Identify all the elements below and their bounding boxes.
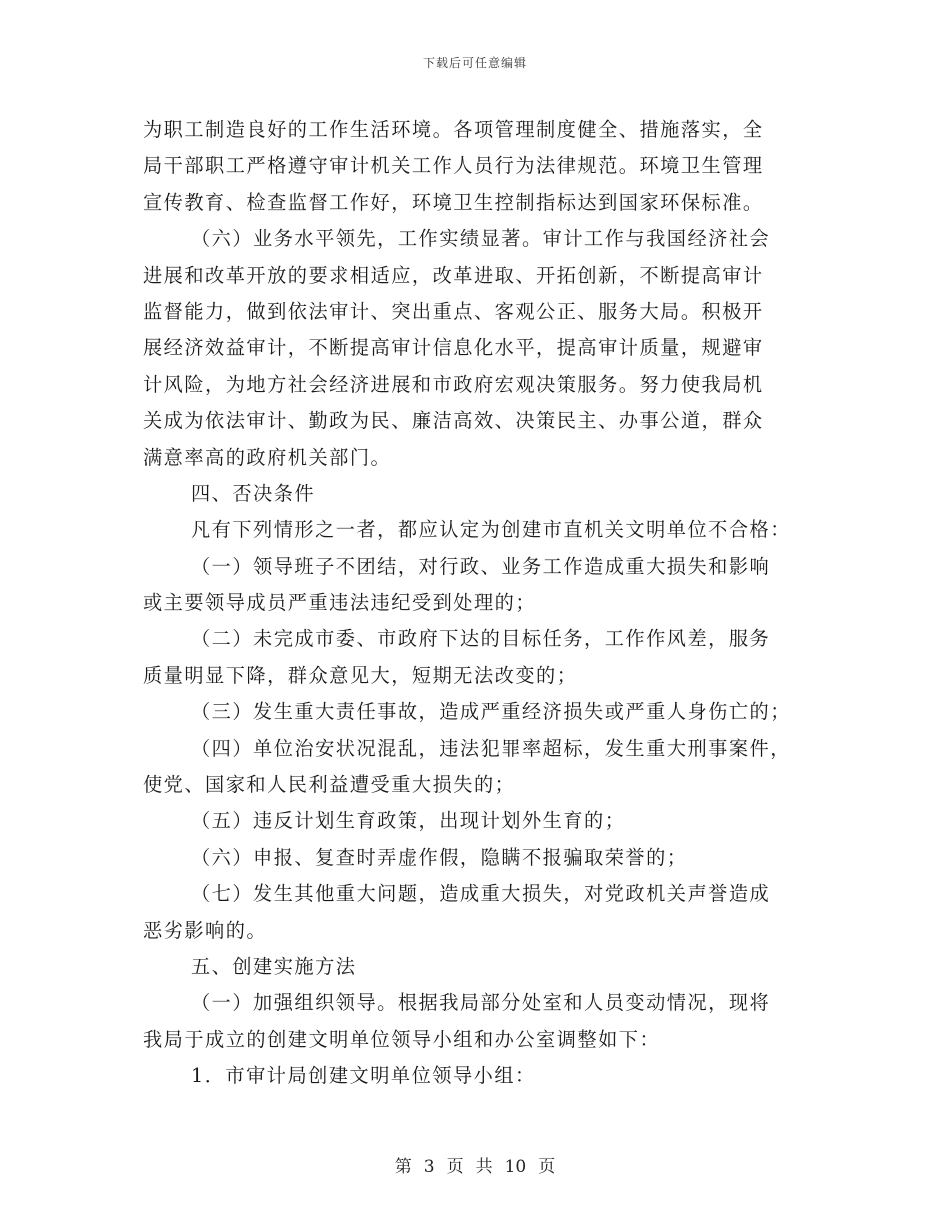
paragraph-line: 监督能力，做到依法审计、突出重点、客观公正、服务大局。积极开 <box>143 299 764 323</box>
paragraph-line: （七）发生其他重大问题，造成重大损失，对党政机关声誉造成 <box>191 882 771 906</box>
paragraph-line: （六）业务水平领先，工作实绩显著。审计工作与我国经济社会 <box>191 227 771 251</box>
paragraph-line: 使党、国家和人民利益遭受重大损失的； <box>143 773 516 797</box>
footer-suffix: 页 <box>538 1157 556 1177</box>
total-page-count: 10 <box>504 1157 527 1177</box>
paragraph-line: （六）申报、复查时弄虚作假，隐瞒不报骗取荣誉的； <box>191 845 688 869</box>
paragraph-line: 进展和改革开放的要求相适应，改革进取、开拓创新，不断提高审计 <box>143 263 764 287</box>
page-number-footer <box>0 1152 950 1177</box>
section-heading: 五、创建实施方法 <box>191 954 357 978</box>
paragraph-line: （一）加强组织领导。根据我局部分处室和人员变动情况，现将 <box>191 991 771 1015</box>
paragraph-line: 局干部职工严格遵守审计机关工作人员行为法律规范。环境卫生管理 <box>143 154 764 178</box>
paragraph-line: 1．市审计局创建文明单位领导小组： <box>191 1064 536 1088</box>
paragraph-line: 满意率高的政府机关部门。 <box>143 445 392 469</box>
paragraph-line: （四）单位治安状况混乱，违法犯罪率超标，发生重大刑事案件， <box>191 736 791 760</box>
footer-total-word: 共 <box>475 1157 493 1177</box>
paragraph-line: 为职工制造良好的工作生活环境。各项管理制度健全、措施落实，全 <box>143 118 764 141</box>
paragraph-line: 计风险，为地方社会经济进展和市政府宏观决策服务。努力使我局机 <box>143 372 764 396</box>
footer-page-word: 页 <box>446 1157 464 1177</box>
paragraph-line: （五）违反计划生育政策，出现计划外生育的； <box>191 809 626 833</box>
paragraph-line: 凡有下列情形之一者，都应认定为创建市直机关文明单位不合格： <box>191 518 791 542</box>
paragraph-line: （一）领导班子不团结，对行政、业务工作造成重大损失和影响 <box>191 554 771 578</box>
paragraph-line: 质量明显下降，群众意见大，短期无法改变的； <box>143 663 578 687</box>
paragraph-line: 宣传教育、检查监督工作好，环境卫生控制指标达到国家环保标准。 <box>143 190 764 214</box>
footer-prefix: 第 <box>394 1157 412 1177</box>
document-body <box>143 112 808 1095</box>
paragraph-line: 恶劣影响的。 <box>143 918 268 942</box>
paragraph-line: 或主要领导成员严重违法违纪受到处理的； <box>143 591 537 615</box>
paragraph-line: （三）发生重大责任事故，造成严重经济损失或严重人身伤亡的； <box>191 700 791 724</box>
current-page-number: 3 <box>423 1157 435 1177</box>
page-header: 下载后可任意编辑 <box>422 56 527 70</box>
paragraph-line: 关成为依法审计、勤政为民、廉洁高效、决策民主、办事公道，群众 <box>143 409 764 433</box>
paragraph-line: （二）未完成市委、市政府下达的目标任务，工作作风差，服务 <box>191 627 771 651</box>
section-heading: 四、否决条件 <box>191 481 316 505</box>
paragraph-line: 我局于成立的创建文明单位领导小组和办公室调整如下： <box>143 1027 661 1051</box>
paragraph-line: 展经济效益审计，不断提高审计信息化水平，提高审计质量，规避审 <box>143 336 764 360</box>
